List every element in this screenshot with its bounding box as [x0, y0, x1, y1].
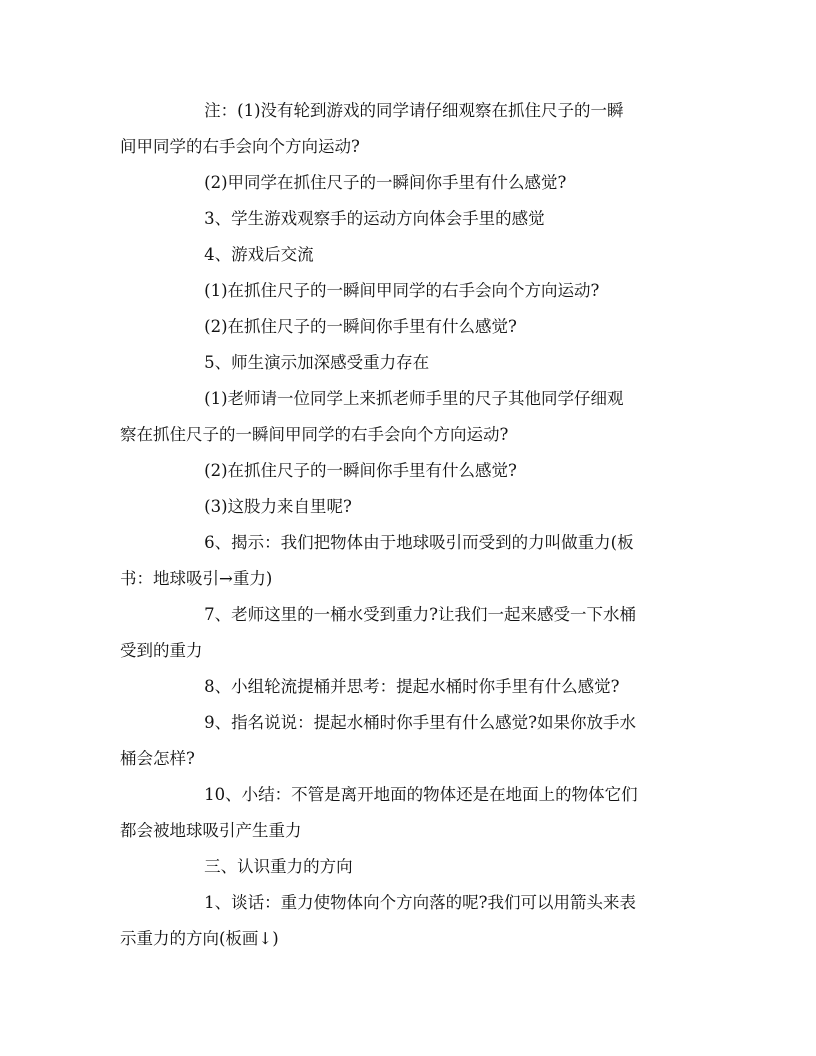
- text-line: 7、老师这里的一桶水受到重力?让我们一起来感受一下水桶: [204, 605, 636, 624]
- text-line: (3)这股力来自里呢?: [204, 497, 352, 516]
- paragraph-step-7: [120, 597, 700, 669]
- text-line: 10、小结：不管是离开地面的物体还是在地面上的物体它们: [204, 785, 638, 804]
- text-line: (2)在抓住尺子的一瞬间你手里有什么感觉?: [204, 317, 517, 336]
- text-line: 间甲同学的右手会向个方向运动?: [120, 137, 360, 156]
- paragraph-step-8: [120, 669, 700, 705]
- paragraph-step-5-3: [120, 489, 700, 525]
- paragraph-step-5-2: [120, 453, 700, 489]
- text-line: 注：(1)没有轮到游戏的同学请仔细观察在抓住尺子的一瞬: [204, 101, 624, 120]
- text-line: 示重力的方向(板画↓): [120, 929, 279, 948]
- document-body: [120, 93, 700, 957]
- text-line: 8、小组轮流提桶并思考：提起水桶时你手里有什么感觉?: [204, 677, 620, 696]
- text-line: 三、认识重力的方向: [204, 857, 353, 876]
- paragraph-step-3: [120, 201, 700, 237]
- text-line: (1)老师请一位同学上来抓老师手里的尺子其他同学仔细观: [204, 389, 624, 408]
- text-line: 4、游戏后交流: [204, 245, 314, 264]
- text-line: 3、学生游戏观察手的运动方向体会手里的感觉: [204, 209, 545, 228]
- text-line: (2)甲同学在抓住尺子的一瞬间你手里有什么感觉?: [204, 173, 567, 192]
- text-line: 都会被地球吸引产生重力: [120, 821, 302, 840]
- text-line: 受到的重力: [120, 641, 203, 660]
- paragraph-step-9: [120, 705, 700, 777]
- text-line: (2)在抓住尺子的一瞬间你手里有什么感觉?: [204, 461, 517, 480]
- paragraph-step-4-2: [120, 309, 700, 345]
- paragraph-step-5-1: [120, 381, 700, 453]
- paragraph-step-5: [120, 345, 700, 381]
- text-line: 察在抓住尺子的一瞬间甲同学的右手会向个方向运动?: [120, 425, 509, 444]
- text-line: 9、指名说说：提起水桶时你手里有什么感觉?如果你放手水: [204, 713, 636, 732]
- paragraph-note-2: [120, 165, 700, 201]
- text-line: 5、师生演示加深感受重力存在: [204, 353, 430, 372]
- paragraph-step-10: [120, 777, 700, 849]
- paragraph-step-4: [120, 237, 700, 273]
- text-line: 书：地球吸引→重力): [120, 569, 273, 588]
- text-line: 6、揭示：我们把物体由于地球吸引而受到的力叫做重力(板: [204, 533, 634, 552]
- paragraph-step-6: [120, 525, 700, 597]
- text-line: 桶会怎样?: [120, 749, 195, 768]
- paragraph-section-3: [120, 849, 700, 885]
- text-line: (1)在抓住尺子的一瞬间甲同学的右手会向个方向运动?: [204, 281, 600, 300]
- paragraph-section-3-1: [120, 885, 700, 957]
- paragraph-step-4-1: [120, 273, 700, 309]
- text-line: 1、谈话：重力使物体向个方向落的呢?我们可以用箭头来表: [204, 893, 636, 912]
- paragraph-note: [120, 93, 700, 165]
